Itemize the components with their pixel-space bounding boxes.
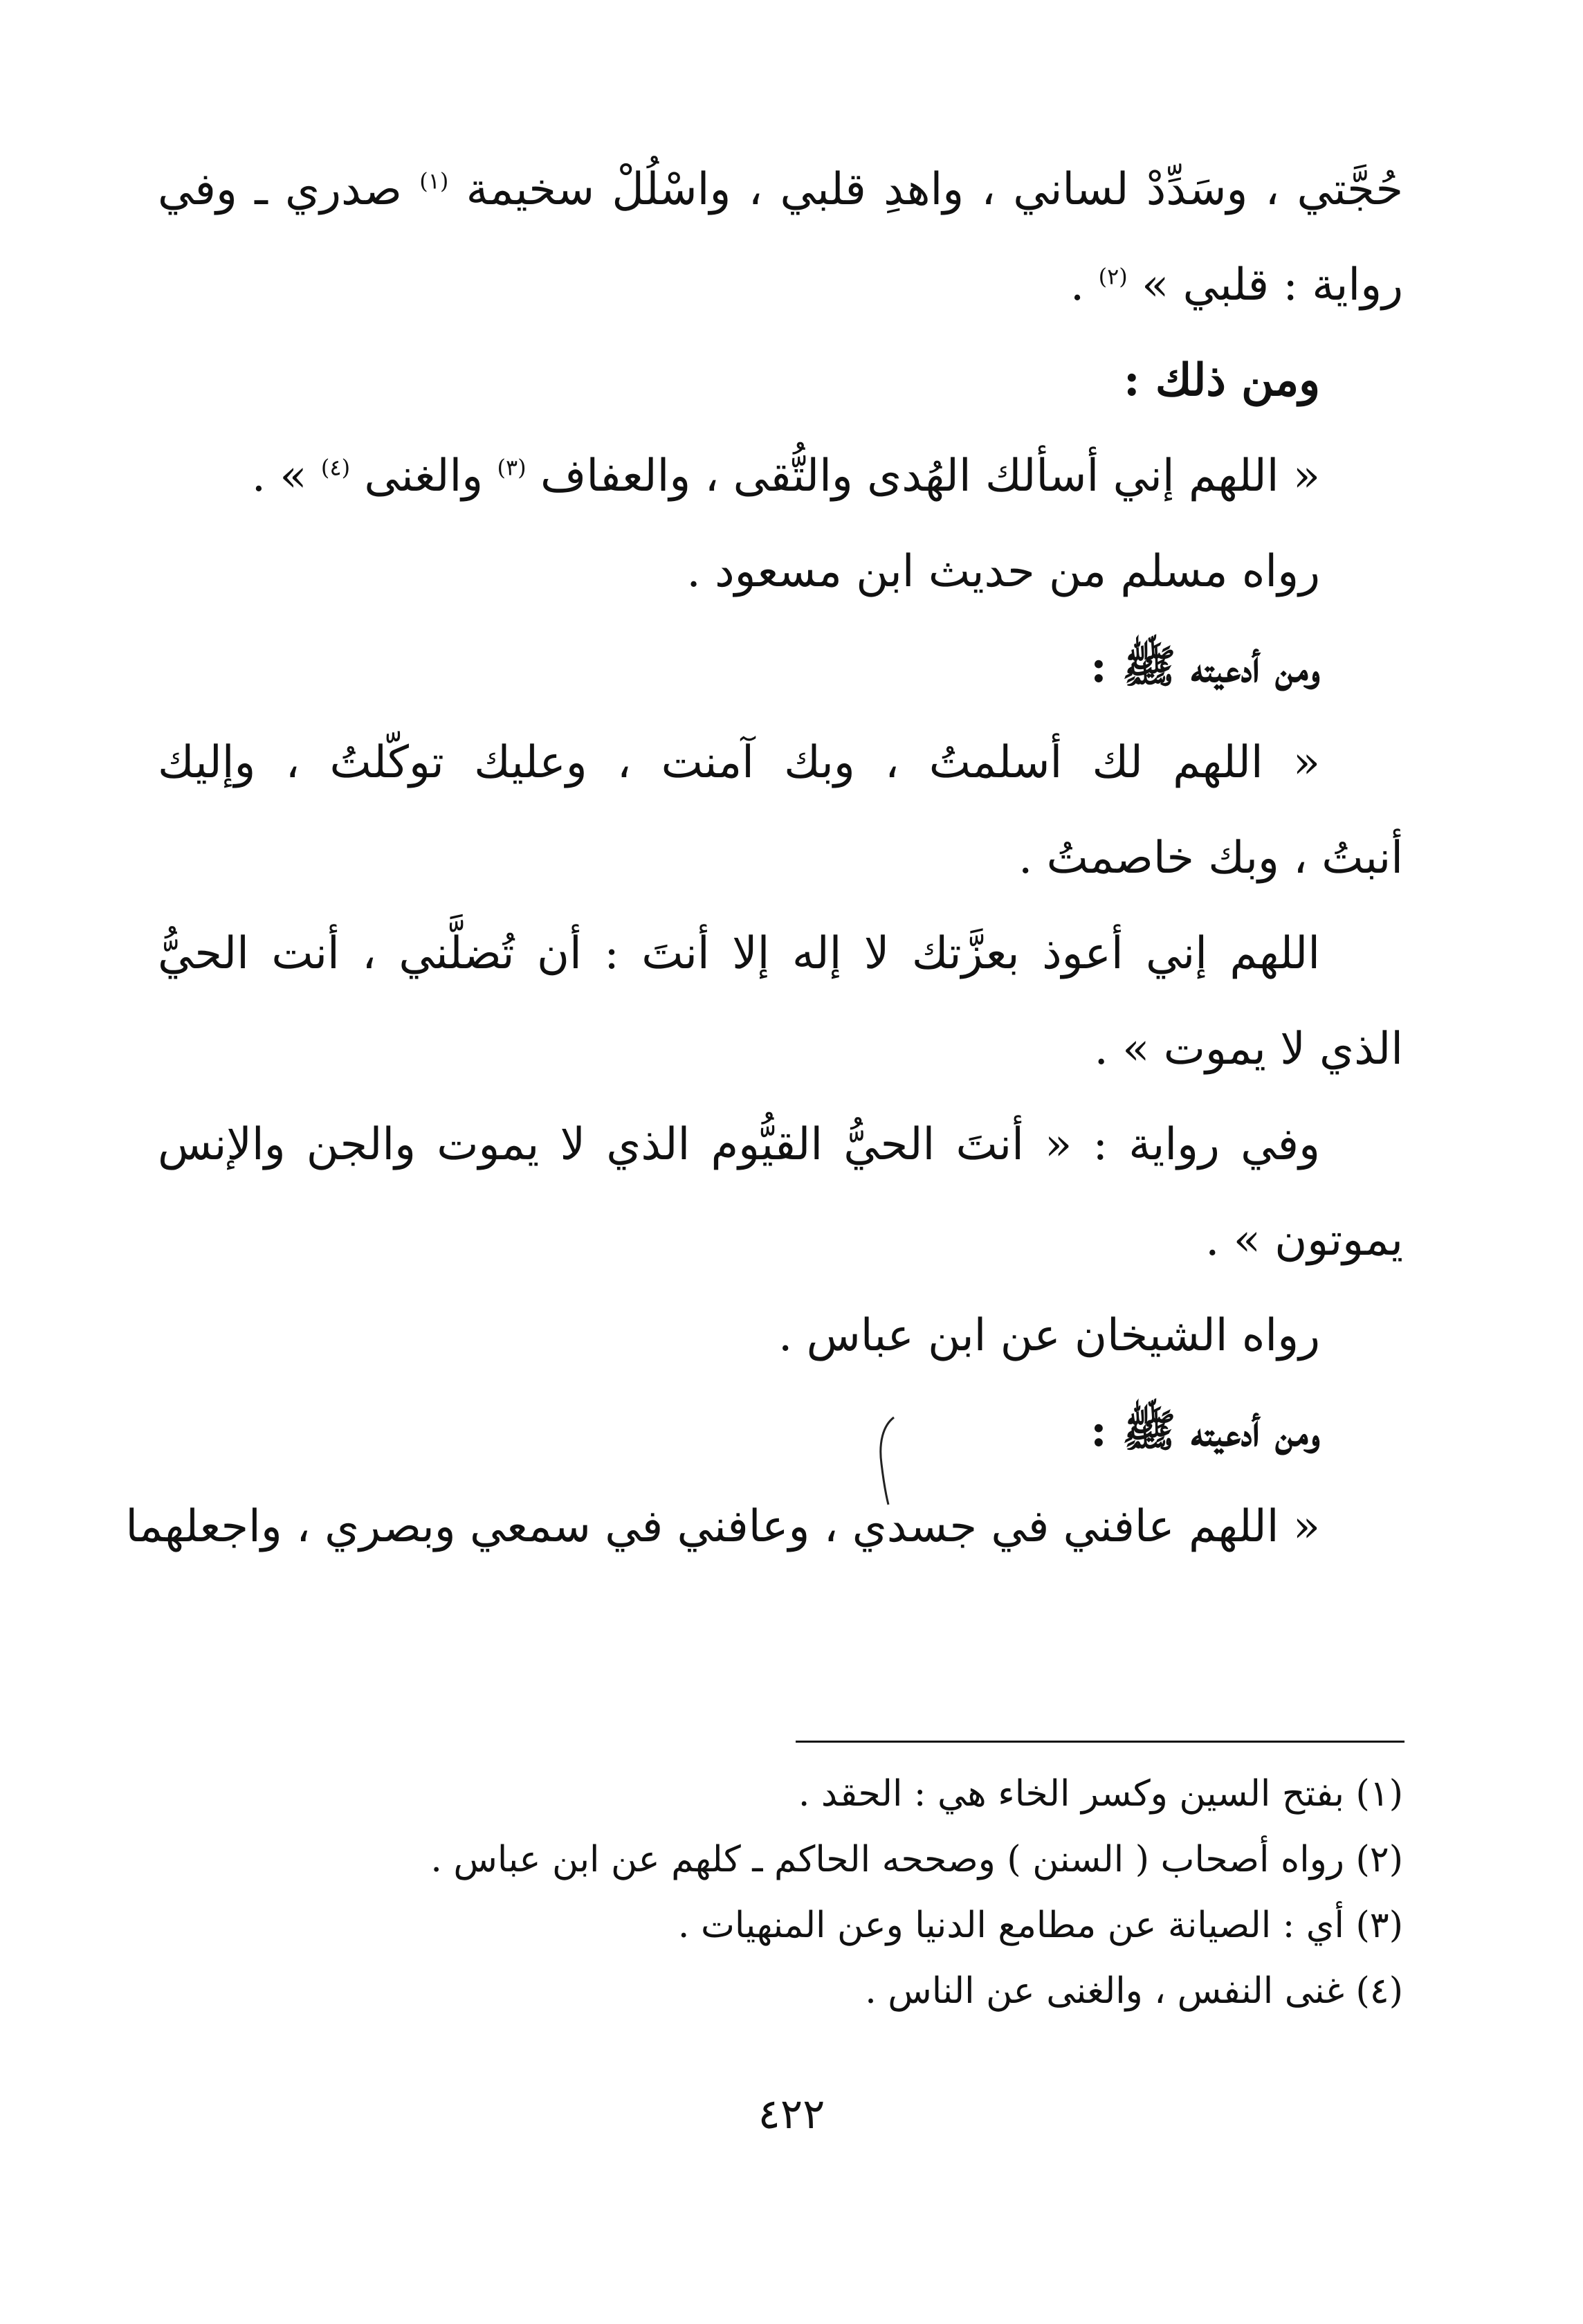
footnote-4: (٤) غنى النفس ، والغنى عن الناس . <box>865 1970 1403 2012</box>
text-line-12: يموتون » . <box>1205 1215 1403 1266</box>
page-number: ٤٢٢ <box>758 2090 825 2139</box>
main-text <box>125 142 1404 1574</box>
text-line-11: وفي رواية : « أنتَ الحيُّ القيُّوم الذي لا يموت والجن والإنس <box>158 1119 1321 1170</box>
text-line-8: أنبتُ ، وبك خاصمتُ . <box>1018 833 1403 884</box>
text-line-15: « اللهم عافني في جسدي ، وعافني في سمعي وبصري ، واجعلهما <box>125 1501 1320 1552</box>
footnote-ref-1[interactable]: (١) <box>419 167 449 194</box>
footnote-ref-3[interactable]: (٣) <box>497 454 527 481</box>
text-line-4: « اللهم إني أسألك الهُدى والتُّقى ، والعفاف $^{(٣)}$ والغنى $^{(٤)}$ » . <box>251 451 1320 502</box>
footnote-ref-2[interactable]: (٢) <box>1098 263 1128 290</box>
text-line-13: رواه الشيخان عن ابن عباس . <box>778 1310 1320 1361</box>
footnotes <box>158 1761 1403 2024</box>
text-line-1: حُجَّتي ، وسَدِّدْ لساني ، واهدِ قلبي ، واسْلُلْ سخيمة $^{(١)}$ صدري ـ وفي <box>158 164 1404 215</box>
section-heading-3: ومن أدعيته ﷺ : <box>1090 1405 1320 1457</box>
section-heading-1: ومن ذلك : <box>1123 354 1320 406</box>
footnote-ref-4[interactable]: (٤) <box>320 454 351 481</box>
footnote-divider <box>796 1741 1404 1743</box>
text-line-10: الذي لا يموت » . <box>1094 1024 1403 1075</box>
footnote-1: (١) بفتح السين وكسر الخاء هي : الحقد . <box>798 1773 1403 1815</box>
text-line-7: « اللهم لك أسلمتُ ، وبك آمنت ، وعليك توكّلتُ ، وإليك <box>158 737 1320 788</box>
footnote-2: (٢) رواه أصحاب ( السنن ) وصححه الحاكم ـ كلهم عن ابن عباس . <box>430 1839 1403 1880</box>
section-heading-2: ومن أدعيته ﷺ : <box>1090 641 1320 693</box>
handwritten-margin-mark <box>873 1412 901 1509</box>
text-line-5: رواه مسلم من حديث ابن مسعود . <box>686 546 1320 597</box>
text-line-9: اللهم إني أعوذ بعزَّتك لا إله إلا أنتَ : أن تُضلَّني ، أنت الحيُّ <box>158 928 1320 979</box>
footnote-3: (٣) أي : الصيانة عن مطامع الدنيا وعن المنهيات . <box>677 1905 1403 1946</box>
text-line-2: رواية : قلبي » $^{(٢)}$ . <box>1070 260 1403 311</box>
